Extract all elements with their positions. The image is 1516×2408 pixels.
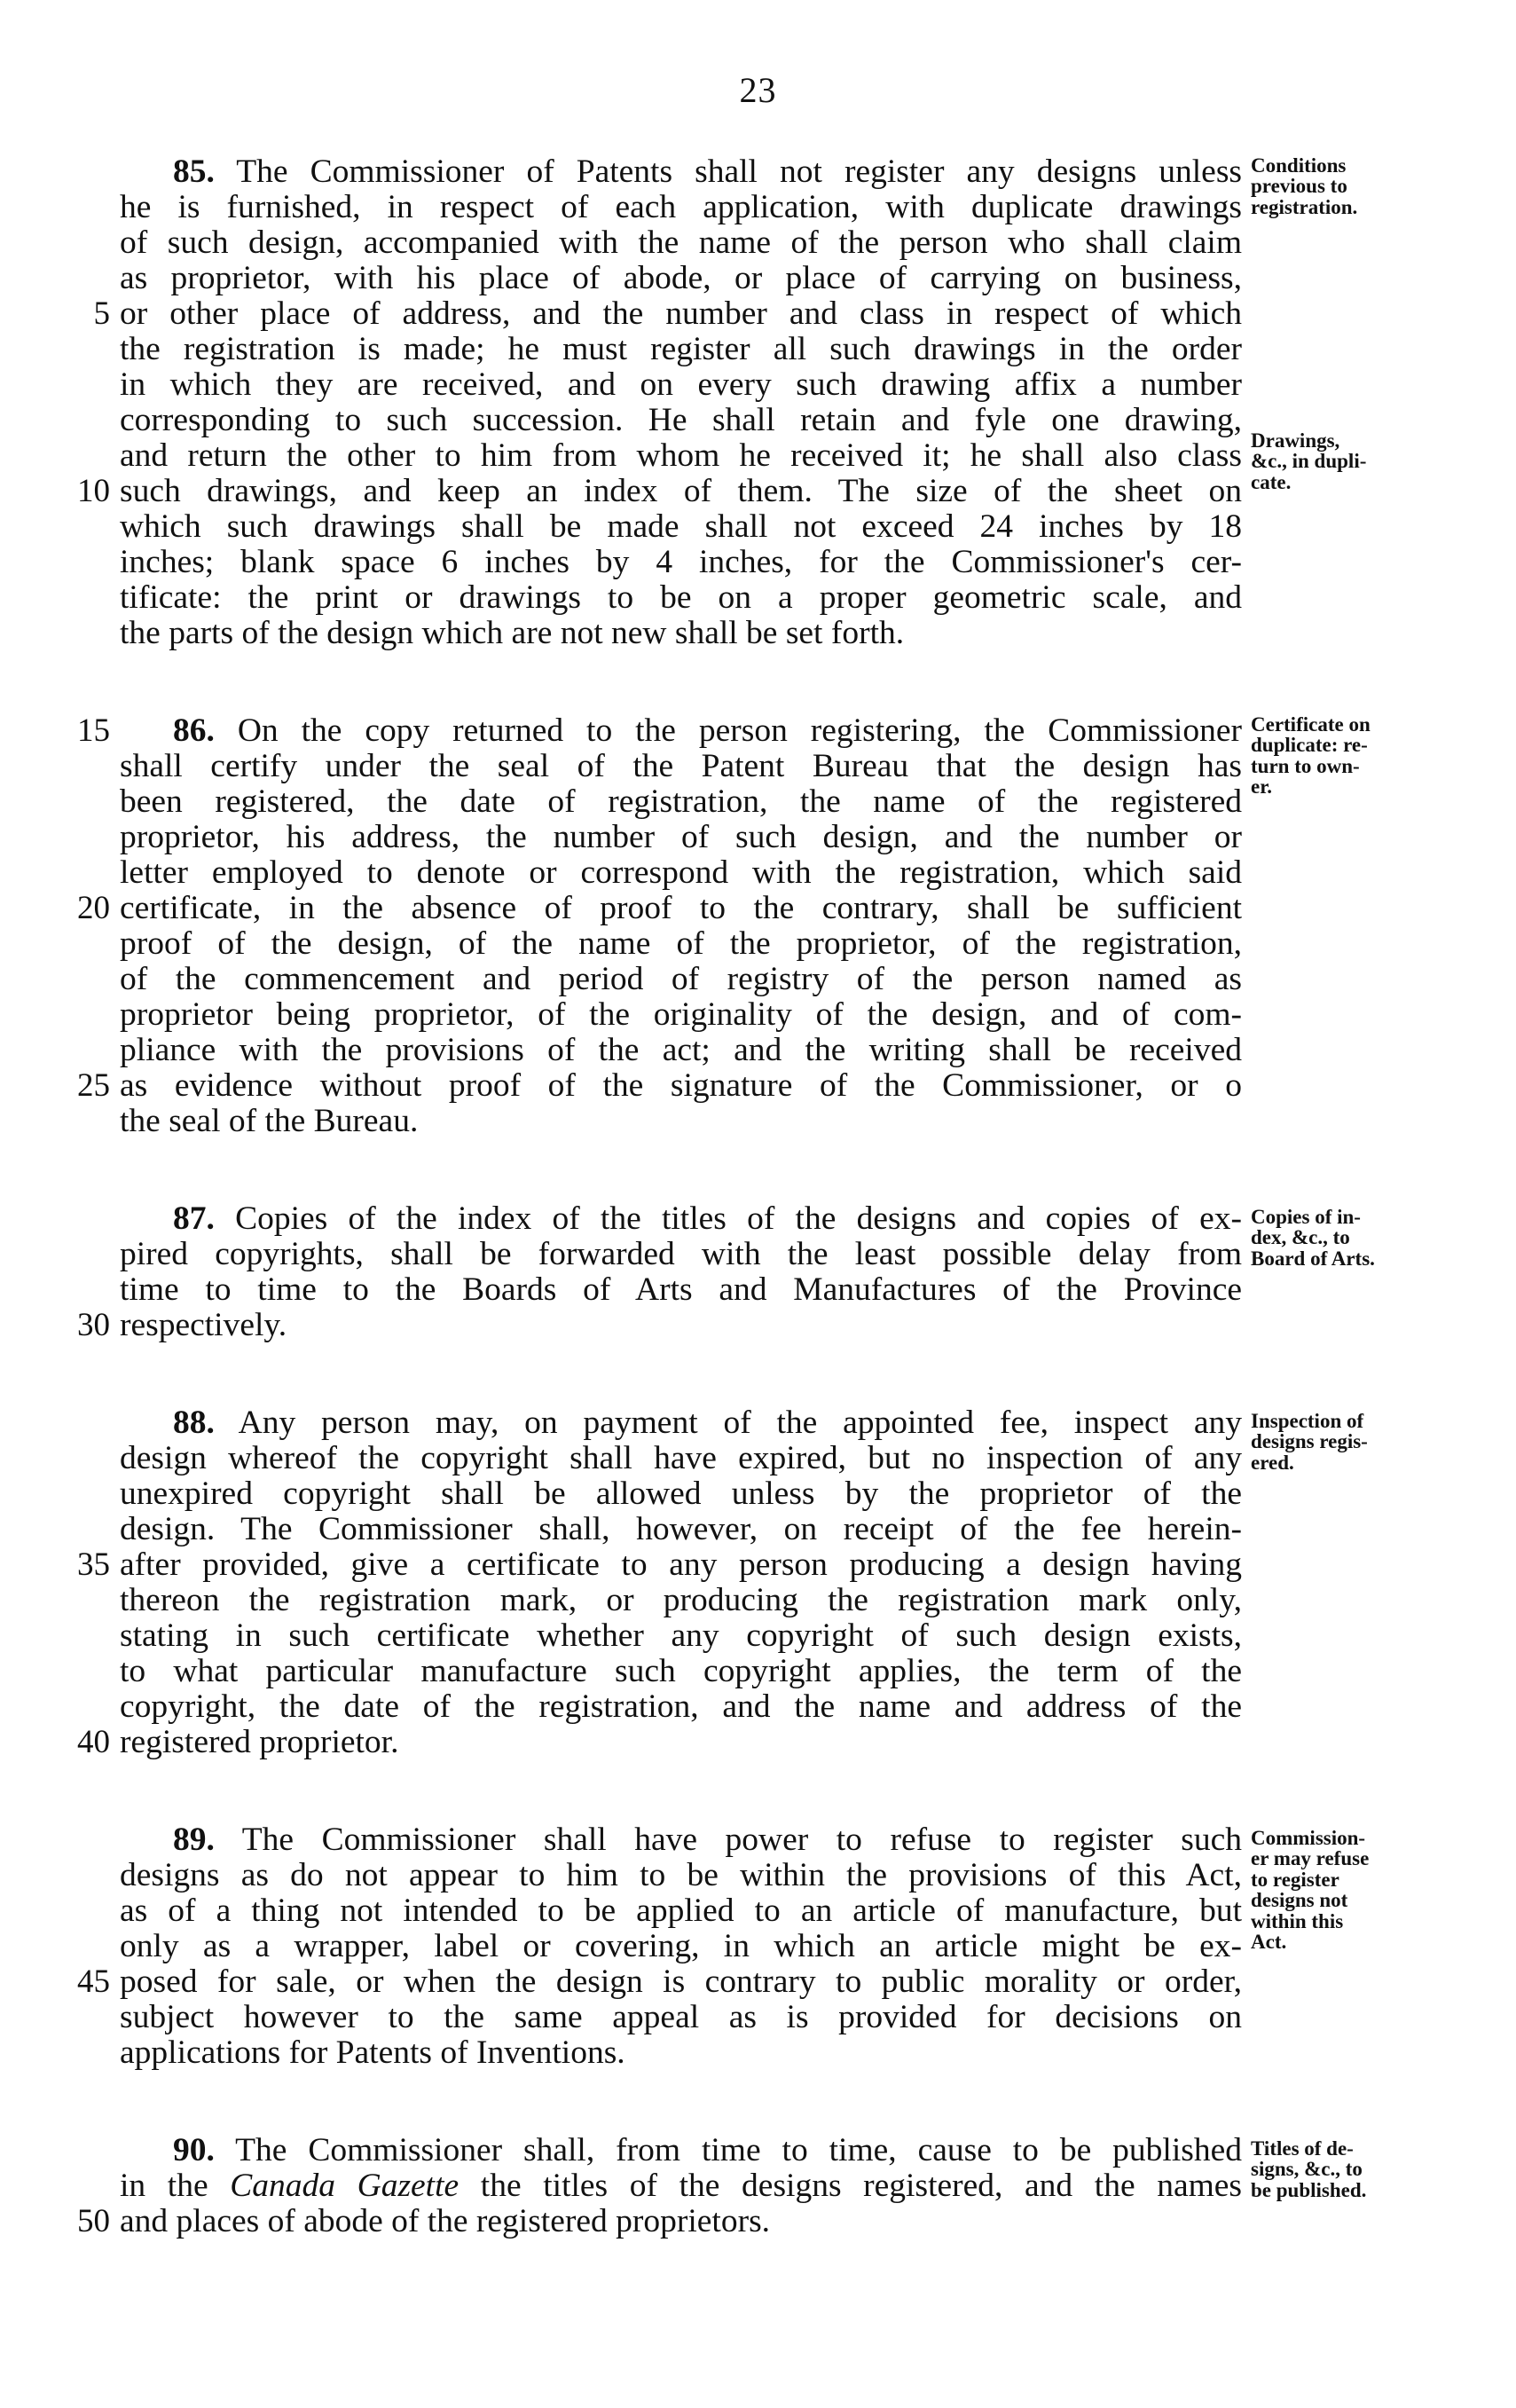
section-85-line-8: corresponding to such succession. He shall retain and fyle one drawing,	[120, 402, 1242, 438]
section-number: 90.	[173, 2132, 215, 2168]
section-85-line-12: inches; blank space 6 inches by 4 inches, for the Commissioner's cer-	[120, 544, 1242, 580]
section-86-line-9: proprietor being proprietor, of the originality of the design, and of com-	[120, 996, 1242, 1033]
section-89-line-6: subject however to the same appeal as is provided for decisions on	[120, 1999, 1242, 2035]
section-number: 86.	[173, 712, 215, 749]
margin-note-refuse	[1251, 1828, 1481, 1953]
section-86-line-11: as evidence without proof of the signature of the Commissioner, or o	[120, 1067, 1242, 1104]
section-89-line-3: as of a thing not intended to be applied to an article of manufacture, but	[120, 1893, 1242, 1929]
section-text: Copies of the index of the titles of the designs and copies of ex-	[235, 1200, 1242, 1237]
margin-note-line: dex, &c., to	[1251, 1226, 1350, 1249]
section-88-line-1	[120, 1406, 1242, 1440]
section-85-line-1	[120, 155, 1242, 189]
section-88-line-3: unexpired copyright shall be allowed unless by the proprietor of the	[120, 1475, 1242, 1512]
margin-note-drawings	[1251, 430, 1481, 492]
section-85-line-9: and return the other to him from whom he received it; he shall also class	[120, 437, 1242, 474]
section-text: The Commissioner shall, from time to time, cause to be published	[235, 2132, 1242, 2168]
margin-note-line: registration.	[1251, 195, 1358, 218]
margin-note-line: previous to	[1251, 175, 1347, 198]
margin-note-line: Board of Arts.	[1251, 1247, 1375, 1270]
section-86-line-12: the seal of the Bureau.	[120, 1103, 419, 1139]
line-number: 5	[93, 295, 110, 332]
line-number: 30	[77, 1307, 110, 1343]
section-89-line-4: only as a wrapper, label or covering, in which an article might be ex-	[120, 1928, 1242, 1964]
section-text: The Commissioner shall have power to refuse to register such	[241, 1822, 1242, 1858]
section-86-line-8: of the commencement and period of registry of the person named as	[120, 961, 1242, 997]
section-89-line-5: posed for sale, or when the design is contrary to public morality or order,	[120, 1963, 1242, 2000]
margin-note-certificate	[1251, 714, 1481, 798]
margin-note-line: duplicate: re-	[1251, 734, 1368, 757]
section-87-line-1	[120, 1202, 1242, 1236]
section-number: 85.	[173, 153, 215, 190]
margin-note-line: Act.	[1251, 1931, 1287, 1954]
section-88-line-10: registered proprietor.	[120, 1724, 399, 1760]
section-86-line-1	[120, 714, 1242, 748]
section-86-line-10: pliance with the provisions of the act; and the writing shall be received	[120, 1032, 1242, 1068]
margin-note-line: to register	[1251, 1868, 1339, 1891]
section-85-line-14: the parts of the design which are not new shall be set forth.	[120, 615, 905, 651]
section-text: On the copy returned to the person registering, the Commissioner	[237, 712, 1242, 749]
margin-note-line: Commission-	[1251, 1827, 1366, 1849]
margin-note-line: &c., in dupli-	[1251, 450, 1367, 473]
section-number: 89.	[173, 1822, 215, 1858]
line-number: 15	[77, 712, 110, 749]
margin-note-line: Certificate on	[1251, 713, 1371, 736]
margin-note-line: Drawings,	[1251, 429, 1340, 452]
margin-note-line: er.	[1251, 775, 1273, 799]
section-87-line-2: pired copyrights, shall be forwarded with the least possible delay from	[120, 1236, 1242, 1272]
section-88-line-5: after provided, give a certificate to any person producing a design having	[120, 1546, 1242, 1583]
section-90-line-2	[120, 2169, 1242, 2203]
section-88-line-6: thereon the registration mark, or producing the registration mark only,	[120, 1582, 1242, 1618]
margin-note-line: designs regis-	[1251, 1430, 1368, 1453]
line-number: 50	[77, 2203, 110, 2239]
section-89-line-7: applications for Patents of Inventions.	[120, 2034, 625, 2071]
margin-note-inspection	[1251, 1411, 1481, 1473]
margin-note-line: within this	[1251, 1909, 1344, 1932]
section-text: the titles of the designs registered, and the names	[480, 2168, 1243, 2204]
section-89-line-2: designs as do not appear to him to be within the provisions of this Act,	[120, 1857, 1242, 1893]
gazette-title: Canada Gazette	[230, 2168, 460, 2204]
margin-note-line: Titles of de-	[1251, 2137, 1354, 2160]
section-90-line-3: and places of abode of the registered proprietors.	[120, 2203, 771, 2239]
section-86-line-3: been registered, the date of registration, the name of the registered	[120, 783, 1242, 820]
section-88-line-8: to what particular manufacture such copyright applies, the term of the	[120, 1653, 1242, 1689]
section-text: in the	[120, 2168, 208, 2204]
margin-note-titles	[1251, 2138, 1481, 2200]
section-88-line-7: stating in such certificate whether any copyright of such design exists,	[120, 1617, 1242, 1654]
section-85-line-7: in which they are received, and on every such drawing affix a number	[120, 366, 1242, 403]
section-85-line-10: such drawings, and keep an index of them. The size of the sheet on	[120, 473, 1242, 509]
margin-note-line: ered.	[1251, 1451, 1294, 1474]
line-number: 45	[77, 1963, 110, 2000]
section-85-line-2: he is furnished, in respect of each application, with duplicate drawings	[120, 189, 1242, 225]
margin-note-line: cate.	[1251, 470, 1292, 493]
section-85-line-4: as proprietor, with his place of abode, or place of carrying on business,	[120, 260, 1242, 296]
section-88-line-4: design. The Commissioner shall, however, on receipt of the fee herein-	[120, 1511, 1242, 1547]
page-number: 23	[739, 70, 777, 110]
section-number: 87.	[173, 1200, 215, 1237]
margin-note-line: er may refuse	[1251, 1847, 1370, 1870]
margin-note-line: Inspection of	[1251, 1410, 1364, 1432]
line-number: 20	[77, 890, 110, 926]
margin-note-copies-index	[1251, 1207, 1481, 1269]
line-number: 35	[77, 1546, 110, 1583]
section-88-line-2: design whereof the copyright shall have expired, but no inspection of any	[120, 1440, 1242, 1476]
section-86-line-4: proprietor, his address, the number of such design, and the number or	[120, 819, 1242, 855]
section-89-line-1	[120, 1823, 1242, 1857]
section-85-line-11: which such drawings shall be made shall not exceed 24 inches by 18	[120, 508, 1242, 545]
margin-note-line: Conditions	[1251, 154, 1347, 177]
section-88-line-9: copyright, the date of the registration, and the name and address of the	[120, 1688, 1242, 1725]
section-number: 88.	[173, 1405, 215, 1441]
section-text: Any person may, on payment of the appointed fee, inspect any	[238, 1405, 1242, 1441]
section-text: The Commissioner of Patents shall not register any designs unless	[236, 153, 1243, 190]
section-87-line-3: time to time to the Boards of Arts and Manufactures of the Province	[120, 1271, 1242, 1308]
margin-note-line: turn to own-	[1251, 754, 1360, 777]
margin-note-line: designs not	[1251, 1889, 1348, 1912]
section-86-line-7: proof of the design, of the name of the proprietor, of the registration,	[120, 925, 1242, 962]
margin-note-conditions	[1251, 155, 1481, 217]
section-85-line-3: of such design, accompanied with the name of the person who shall claim	[120, 224, 1242, 261]
margin-note-line: Copies of in-	[1251, 1206, 1361, 1228]
section-86-line-2: shall certify under the seal of the Patent Bureau that the design has	[120, 748, 1242, 784]
line-number: 40	[77, 1724, 110, 1760]
section-86-line-6: certificate, in the absence of proof to the contrary, shall be sufficient	[120, 890, 1242, 926]
section-90-line-1	[120, 2134, 1242, 2168]
section-85-line-5: or other place of address, and the number and class in respect of which	[120, 295, 1242, 332]
section-86-line-5: letter employed to denote or correspond with the registration, which said	[120, 854, 1242, 891]
section-85-line-6: the registration is made; he must register all such drawings in the order	[120, 331, 1242, 367]
section-87-line-4: respectively.	[120, 1307, 287, 1343]
line-number: 10	[77, 473, 110, 509]
margin-note-line: be published.	[1251, 2178, 1367, 2201]
line-number: 25	[77, 1067, 110, 1104]
margin-note-line: signs, &c., to	[1251, 2158, 1363, 2181]
section-85-line-13: tificate: the print or drawings to be on a proper geometric scale, and	[120, 579, 1242, 616]
